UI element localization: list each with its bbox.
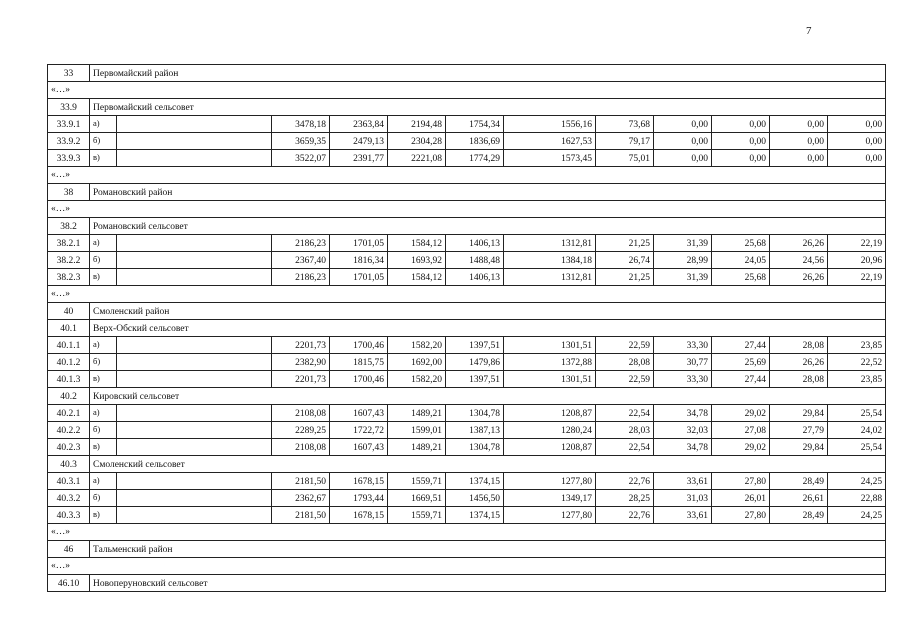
value-cell: 0,00 <box>654 116 712 133</box>
variant-label: а) <box>90 116 117 133</box>
section-row <box>48 65 886 82</box>
value-cell: 1397,51 <box>446 337 504 354</box>
ellipsis-row <box>48 286 886 303</box>
row-code: 33.9.1 <box>48 116 90 133</box>
value-cell: 1387,13 <box>446 422 504 439</box>
section-name: Романовский район <box>90 184 886 201</box>
value-cell: 1793,44 <box>330 490 388 507</box>
value-cell: 0,00 <box>712 133 770 150</box>
row-code: 38.2.3 <box>48 269 90 286</box>
value-cell: 1488,48 <box>446 252 504 269</box>
value-cell: 1693,92 <box>388 252 446 269</box>
value-cell: 26,26 <box>770 354 828 371</box>
table-row <box>48 116 886 133</box>
blank-cell <box>117 235 272 252</box>
value-cell: 1584,12 <box>388 269 446 286</box>
row-code: 38.2.1 <box>48 235 90 252</box>
value-cell: 1304,78 <box>446 405 504 422</box>
value-cell: 22,19 <box>828 235 886 252</box>
value-cell: 1559,71 <box>388 473 446 490</box>
value-cell: 0,00 <box>712 116 770 133</box>
value-cell: 1607,43 <box>330 439 388 456</box>
value-cell: 22,52 <box>828 354 886 371</box>
ellipsis-marker: «…» <box>48 201 886 218</box>
variant-label: а) <box>90 473 117 490</box>
value-cell: 1701,05 <box>330 269 388 286</box>
value-cell: 25,69 <box>712 354 770 371</box>
value-cell: 0,00 <box>654 133 712 150</box>
value-cell: 1397,51 <box>446 371 504 388</box>
value-cell: 75,01 <box>596 150 654 167</box>
value-cell: 1277,80 <box>504 473 596 490</box>
value-cell: 2181,50 <box>272 473 330 490</box>
value-cell: 1556,16 <box>504 116 596 133</box>
value-cell: 28,49 <box>770 473 828 490</box>
row-code: 40.1.1 <box>48 337 90 354</box>
value-cell: 1669,51 <box>388 490 446 507</box>
row-code: 46 <box>48 541 90 558</box>
row-code: 40.1 <box>48 320 90 337</box>
section-row <box>48 456 886 473</box>
value-cell: 22,76 <box>596 473 654 490</box>
variant-label: б) <box>90 422 117 439</box>
value-cell: 1627,53 <box>504 133 596 150</box>
variant-label: а) <box>90 337 117 354</box>
table-row <box>48 439 886 456</box>
row-code: 40.1.3 <box>48 371 90 388</box>
value-cell: 23,85 <box>828 371 886 388</box>
value-cell: 1582,20 <box>388 337 446 354</box>
value-cell: 0,00 <box>712 150 770 167</box>
value-cell: 33,30 <box>654 337 712 354</box>
variant-label: б) <box>90 490 117 507</box>
variant-label: в) <box>90 269 117 286</box>
value-cell: 2362,67 <box>272 490 330 507</box>
value-cell: 34,78 <box>654 405 712 422</box>
value-cell: 1678,15 <box>330 507 388 524</box>
value-cell: 1304,78 <box>446 439 504 456</box>
value-cell: 2382,90 <box>272 354 330 371</box>
value-cell: 1607,43 <box>330 405 388 422</box>
row-code: 46.10 <box>48 575 90 592</box>
value-cell: 25,68 <box>712 235 770 252</box>
value-cell: 1277,80 <box>504 507 596 524</box>
ellipsis-row <box>48 524 886 541</box>
row-code: 40.1.2 <box>48 354 90 371</box>
blank-cell <box>117 337 272 354</box>
value-cell: 22,88 <box>828 490 886 507</box>
value-cell: 1582,20 <box>388 371 446 388</box>
value-cell: 1208,87 <box>504 405 596 422</box>
table-row <box>48 473 886 490</box>
value-cell: 28,25 <box>596 490 654 507</box>
value-cell: 0,00 <box>828 116 886 133</box>
value-cell: 2201,73 <box>272 337 330 354</box>
ellipsis-row <box>48 167 886 184</box>
table-row <box>48 422 886 439</box>
section-row <box>48 184 886 201</box>
value-cell: 2181,50 <box>272 507 330 524</box>
value-cell: 30,77 <box>654 354 712 371</box>
value-cell: 1774,29 <box>446 150 504 167</box>
value-cell: 26,26 <box>770 235 828 252</box>
value-cell: 1489,21 <box>388 405 446 422</box>
value-cell: 25,54 <box>828 405 886 422</box>
value-cell: 1700,46 <box>330 371 388 388</box>
value-cell: 24,02 <box>828 422 886 439</box>
value-cell: 1301,51 <box>504 337 596 354</box>
value-cell: 31,39 <box>654 269 712 286</box>
value-cell: 2391,77 <box>330 150 388 167</box>
row-code: 33.9 <box>48 99 90 116</box>
value-cell: 0,00 <box>828 133 886 150</box>
value-cell: 28,08 <box>596 354 654 371</box>
table-row <box>48 133 886 150</box>
value-cell: 1384,18 <box>504 252 596 269</box>
value-cell: 1692,00 <box>388 354 446 371</box>
ellipsis-marker: «…» <box>48 82 886 99</box>
value-cell: 31,03 <box>654 490 712 507</box>
section-name: Смоленский сельсовет <box>90 456 886 473</box>
blank-cell <box>117 439 272 456</box>
value-cell: 3522,07 <box>272 150 330 167</box>
value-cell: 1372,88 <box>504 354 596 371</box>
value-cell: 1406,13 <box>446 235 504 252</box>
variant-label: б) <box>90 354 117 371</box>
value-cell: 28,49 <box>770 507 828 524</box>
value-cell: 1301,51 <box>504 371 596 388</box>
value-cell: 1678,15 <box>330 473 388 490</box>
value-cell: 1374,15 <box>446 507 504 524</box>
value-cell: 27,44 <box>712 371 770 388</box>
ellipsis-marker: «…» <box>48 524 886 541</box>
value-cell: 24,25 <box>828 507 886 524</box>
value-cell: 2201,73 <box>272 371 330 388</box>
value-cell: 1479,86 <box>446 354 504 371</box>
value-cell: 26,74 <box>596 252 654 269</box>
value-cell: 22,59 <box>596 371 654 388</box>
value-cell: 31,39 <box>654 235 712 252</box>
variant-label: в) <box>90 439 117 456</box>
value-cell: 1816,34 <box>330 252 388 269</box>
section-row <box>48 320 886 337</box>
value-cell: 27,44 <box>712 337 770 354</box>
value-cell: 1312,81 <box>504 269 596 286</box>
blank-cell <box>117 133 272 150</box>
value-cell: 27,80 <box>712 507 770 524</box>
row-code: 40.2.3 <box>48 439 90 456</box>
row-code: 40 <box>48 303 90 320</box>
blank-cell <box>117 116 272 133</box>
value-cell: 2367,40 <box>272 252 330 269</box>
page-number: 7 <box>806 25 812 37</box>
variant-label: в) <box>90 371 117 388</box>
row-code: 40.3.3 <box>48 507 90 524</box>
row-code: 38.2 <box>48 218 90 235</box>
table-row <box>48 337 886 354</box>
section-name: Смоленский район <box>90 303 886 320</box>
value-cell: 28,99 <box>654 252 712 269</box>
ellipsis-row <box>48 201 886 218</box>
ellipsis-marker: «…» <box>48 558 886 575</box>
value-cell: 1280,24 <box>504 422 596 439</box>
value-cell: 26,01 <box>712 490 770 507</box>
value-cell: 25,68 <box>712 269 770 286</box>
value-cell: 3659,35 <box>272 133 330 150</box>
section-row <box>48 99 886 116</box>
section-name: Первомайский район <box>90 65 886 82</box>
section-name: Романовский сельсовет <box>90 218 886 235</box>
value-cell: 22,54 <box>596 405 654 422</box>
value-cell: 1456,50 <box>446 490 504 507</box>
blank-cell <box>117 507 272 524</box>
value-cell: 24,05 <box>712 252 770 269</box>
value-cell: 20,96 <box>828 252 886 269</box>
section-row <box>48 218 886 235</box>
table-row <box>48 371 886 388</box>
value-cell: 0,00 <box>654 150 712 167</box>
blank-cell <box>117 490 272 507</box>
value-cell: 1599,01 <box>388 422 446 439</box>
value-cell: 24,56 <box>770 252 828 269</box>
value-cell: 1559,71 <box>388 507 446 524</box>
blank-cell <box>117 473 272 490</box>
value-cell: 33,30 <box>654 371 712 388</box>
ellipsis-row <box>48 558 886 575</box>
section-name: Первомайский сельсовет <box>90 99 886 116</box>
row-code: 33.9.3 <box>48 150 90 167</box>
row-code: 38 <box>48 184 90 201</box>
value-cell: 2289,25 <box>272 422 330 439</box>
section-row <box>48 541 886 558</box>
variant-label: б) <box>90 133 117 150</box>
value-cell: 2108,08 <box>272 439 330 456</box>
row-code: 33.9.2 <box>48 133 90 150</box>
value-cell: 2108,08 <box>272 405 330 422</box>
value-cell: 2221,08 <box>388 150 446 167</box>
value-cell: 1406,13 <box>446 269 504 286</box>
value-cell: 29,02 <box>712 439 770 456</box>
value-cell: 24,25 <box>828 473 886 490</box>
value-cell: 28,08 <box>770 371 828 388</box>
blank-cell <box>117 252 272 269</box>
value-cell: 33,61 <box>654 473 712 490</box>
value-cell: 0,00 <box>770 150 828 167</box>
variant-label: а) <box>90 405 117 422</box>
value-cell: 29,02 <box>712 405 770 422</box>
blank-cell <box>117 354 272 371</box>
value-cell: 0,00 <box>828 150 886 167</box>
value-cell: 27,80 <box>712 473 770 490</box>
value-cell: 27,08 <box>712 422 770 439</box>
value-cell: 26,26 <box>770 269 828 286</box>
row-code: 40.3 <box>48 456 90 473</box>
tariff-table <box>47 64 886 592</box>
blank-cell <box>117 371 272 388</box>
variant-label: б) <box>90 252 117 269</box>
row-code: 38.2.2 <box>48 252 90 269</box>
value-cell: 2194,48 <box>388 116 446 133</box>
value-cell: 2363,84 <box>330 116 388 133</box>
value-cell: 1836,69 <box>446 133 504 150</box>
value-cell: 1573,45 <box>504 150 596 167</box>
section-name: Верх-Обский сельсовет <box>90 320 886 337</box>
section-name: Тальменский район <box>90 541 886 558</box>
value-cell: 28,03 <box>596 422 654 439</box>
value-cell: 1700,46 <box>330 337 388 354</box>
value-cell: 2304,28 <box>388 133 446 150</box>
section-row <box>48 303 886 320</box>
value-cell: 22,54 <box>596 439 654 456</box>
value-cell: 32,03 <box>654 422 712 439</box>
value-cell: 25,54 <box>828 439 886 456</box>
section-row <box>48 388 886 405</box>
value-cell: 21,25 <box>596 269 654 286</box>
value-cell: 29,84 <box>770 439 828 456</box>
value-cell: 22,19 <box>828 269 886 286</box>
ellipsis-row <box>48 82 886 99</box>
row-code: 40.3.2 <box>48 490 90 507</box>
section-row <box>48 575 886 592</box>
section-name: Новоперуновский сельсовет <box>90 575 886 592</box>
value-cell: 22,76 <box>596 507 654 524</box>
variant-label: в) <box>90 150 117 167</box>
value-cell: 23,85 <box>828 337 886 354</box>
section-name: Кировский сельсовет <box>90 388 886 405</box>
table-row <box>48 235 886 252</box>
variant-label: а) <box>90 235 117 252</box>
value-cell: 1489,21 <box>388 439 446 456</box>
row-code: 40.2.1 <box>48 405 90 422</box>
ellipsis-marker: «…» <box>48 167 886 184</box>
blank-cell <box>117 150 272 167</box>
value-cell: 73,68 <box>596 116 654 133</box>
table-row <box>48 269 886 286</box>
table-row <box>48 354 886 371</box>
value-cell: 1208,87 <box>504 439 596 456</box>
value-cell: 0,00 <box>770 116 828 133</box>
blank-cell <box>117 422 272 439</box>
value-cell: 79,17 <box>596 133 654 150</box>
value-cell: 1349,17 <box>504 490 596 507</box>
value-cell: 21,25 <box>596 235 654 252</box>
value-cell: 34,78 <box>654 439 712 456</box>
blank-cell <box>117 269 272 286</box>
value-cell: 2186,23 <box>272 269 330 286</box>
value-cell: 3478,18 <box>272 116 330 133</box>
row-code: 33 <box>48 65 90 82</box>
value-cell: 22,59 <box>596 337 654 354</box>
table-row <box>48 490 886 507</box>
row-code: 40.3.1 <box>48 473 90 490</box>
value-cell: 1584,12 <box>388 235 446 252</box>
value-cell: 1374,15 <box>446 473 504 490</box>
value-cell: 1701,05 <box>330 235 388 252</box>
row-code: 40.2 <box>48 388 90 405</box>
table-row <box>48 150 886 167</box>
value-cell: 29,84 <box>770 405 828 422</box>
ellipsis-marker: «…» <box>48 286 886 303</box>
value-cell: 26,61 <box>770 490 828 507</box>
value-cell: 27,79 <box>770 422 828 439</box>
blank-cell <box>117 405 272 422</box>
value-cell: 33,61 <box>654 507 712 524</box>
table-row <box>48 252 886 269</box>
value-cell: 1815,75 <box>330 354 388 371</box>
value-cell: 1722,72 <box>330 422 388 439</box>
table-row <box>48 507 886 524</box>
row-code: 40.2.2 <box>48 422 90 439</box>
value-cell: 1754,34 <box>446 116 504 133</box>
value-cell: 28,08 <box>770 337 828 354</box>
value-cell: 0,00 <box>770 133 828 150</box>
variant-label: в) <box>90 507 117 524</box>
value-cell: 2479,13 <box>330 133 388 150</box>
value-cell: 2186,23 <box>272 235 330 252</box>
value-cell: 1312,81 <box>504 235 596 252</box>
table-row <box>48 405 886 422</box>
table-body <box>48 65 886 592</box>
